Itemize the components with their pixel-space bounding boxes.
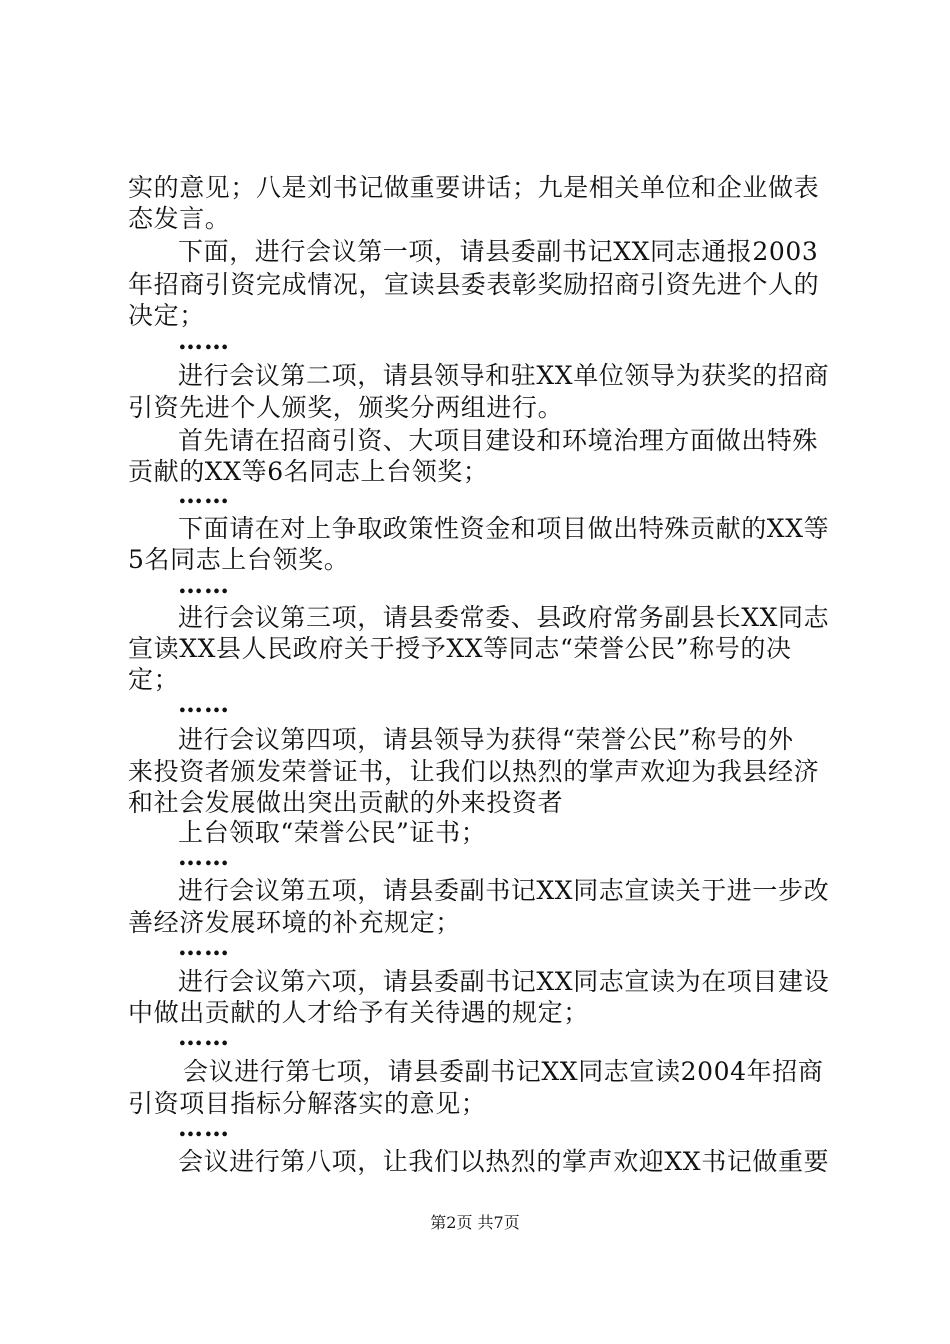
text-line: 和社会发展做出突出贡献的外来投资者 — [128, 788, 564, 817]
text-line: 进行会议第五项，请县委副书记XX同志宣读关于进一步改 — [178, 876, 830, 905]
text-line: 决定； — [128, 301, 205, 330]
text-line: 定； — [128, 665, 180, 694]
text-line: 善经济发展环境的补充规定； — [128, 908, 461, 937]
text-line: 下面，进行会议第一项，请县委副书记XX同志通报2003 — [178, 237, 819, 266]
ellipsis-line: …… — [178, 1022, 230, 1051]
text-line: 首先请在招商引资、大项目建设和环境治理方面做出特殊 — [178, 426, 819, 455]
text-line: 贡献的XX等6名同志上台领奖； — [128, 457, 489, 486]
ellipsis-line: …… — [178, 480, 230, 509]
text-line: 进行会议第四项，请县领导为获得“荣誉公民”称号的外 — [178, 725, 794, 754]
text-line: 进行会议第二项，请县领导和驻XX单位领导为获奖的招商 — [178, 361, 830, 390]
text-line: 进行会议第三项，请县委常委、县政府常务副县长XX同志 — [178, 603, 830, 632]
text-line: 会议进行第八项，让我们以热烈的掌声欢迎XX书记做重要 — [178, 1147, 830, 1176]
text-line: 实的意见；八是刘书记做重要讲话；九是相关单位和企业做表 — [128, 173, 820, 202]
ellipsis-line: …… — [178, 326, 230, 355]
text-line: 宣读XX县人民政府关于授予XX等同志“荣誉公民”称号的决 — [128, 634, 792, 663]
page-number-footer: 第2页 共7页 — [430, 1213, 520, 1232]
text-line: 引资先进个人颁奖，颁奖分两组进行。 — [128, 393, 564, 422]
text-line: 年招商引资完成情况，宣读县委表彰奖励招商引资先进个人的 — [128, 270, 820, 299]
text-line: 中做出贡献的人才给予有关待遇的规定； — [128, 998, 589, 1027]
text-line: 引资项目指标分解落实的意见； — [128, 1089, 487, 1118]
text-line: 来投资者颁发荣誉证书，让我们以热烈的掌声欢迎为我县经济 — [128, 757, 820, 786]
text-line: 5名同志上台领奖。 — [128, 545, 350, 574]
text-line: 下面请在对上争取政策性资金和项目做出特殊贡献的XX等 — [178, 514, 830, 543]
ellipsis-line: …… — [178, 689, 230, 718]
text-line: 会议进行第七项，请县委副书记XX同志宣读2004年招商 — [183, 1057, 824, 1086]
ellipsis-line: …… — [178, 932, 230, 961]
ellipsis-line: …… — [178, 1113, 230, 1142]
text-line: 进行会议第六项，请县委副书记XX同志宣读为在项目建设 — [178, 967, 830, 996]
ellipsis-line: …… — [178, 570, 230, 599]
ellipsis-line: …… — [178, 842, 230, 871]
text-line: 上台领取“荣誉公民”证书； — [178, 818, 487, 847]
text-line: 态发言。 — [128, 204, 231, 233]
